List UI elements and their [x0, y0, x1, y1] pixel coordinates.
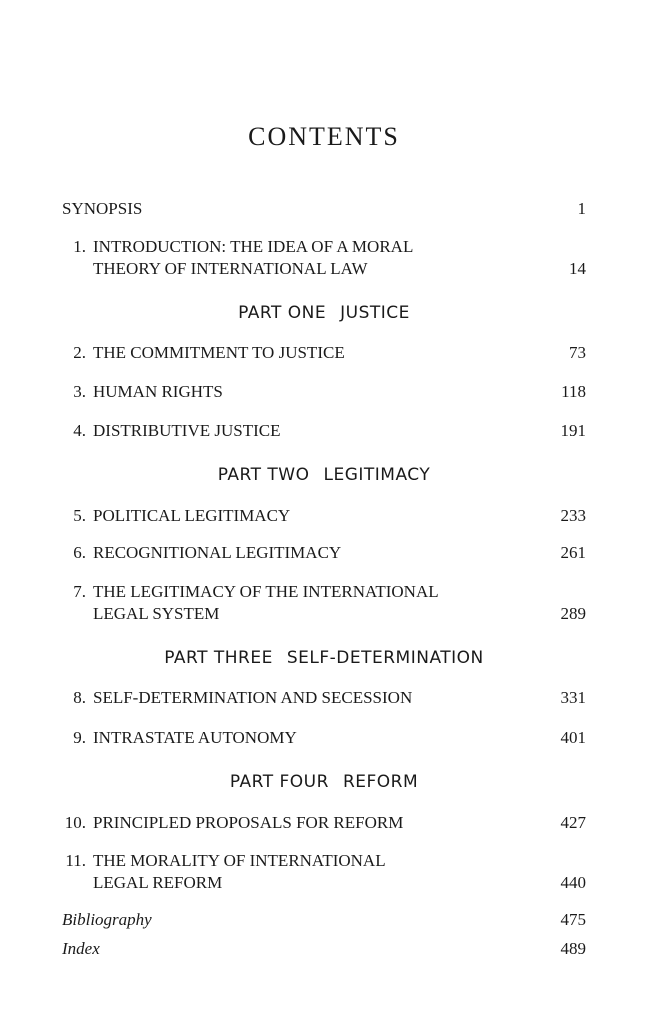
toc-entry-chapter-6[interactable] — [62, 542, 586, 564]
part-label: PART ONE — [238, 303, 327, 323]
entry-label: HUMAN RIGHTS — [93, 382, 223, 401]
entry-label-line1: INTRODUCTION: THE IDEA OF A MORAL — [93, 237, 414, 256]
chapter-number: 3. — [73, 382, 86, 401]
entry-label: PRINCIPLED PROPOSALS FOR REFORM — [93, 813, 404, 832]
toc-entry-chapter-7[interactable] — [62, 581, 586, 625]
chapter-number: 11. — [65, 851, 86, 870]
chapter-number: 8. — [73, 688, 86, 707]
entry-label-line2: LEGAL SYSTEM — [93, 604, 220, 623]
toc-entry-synopsis[interactable] — [62, 198, 586, 220]
chapter-number: 5. — [73, 506, 86, 525]
page-number: 1 — [577, 199, 586, 218]
toc-entry-chapter-5[interactable] — [62, 505, 586, 527]
entry-label: INTRASTATE AUTONOMY — [93, 728, 297, 747]
toc-entry-chapter-8[interactable] — [62, 687, 586, 709]
entry-label: DISTRIBUTIVE JUSTICE — [93, 421, 281, 440]
page-number: 331 — [560, 688, 586, 707]
part-name: LEGITIMACY — [323, 465, 431, 485]
page-number: 289 — [560, 604, 586, 623]
page-number: 118 — [561, 382, 586, 401]
entry-label: THE COMMITMENT TO JUSTICE — [93, 343, 345, 362]
chapter-number: 1. — [73, 237, 86, 256]
page-number: 440 — [560, 873, 586, 892]
toc-entry-chapter-10[interactable] — [62, 812, 586, 834]
part-name: JUSTICE — [340, 303, 410, 323]
entry-label: POLITICAL LEGITIMACY — [93, 506, 291, 525]
toc-entry-chapter-4[interactable] — [62, 420, 586, 442]
page-title: CONTENTS — [248, 122, 400, 151]
chapter-number: 7. — [73, 582, 86, 601]
entry-label: SELF-DETERMINATION AND SECESSION — [93, 688, 413, 707]
page-number: 73 — [569, 343, 586, 362]
toc-entry-chapter-9[interactable] — [62, 727, 586, 749]
page-number: 489 — [560, 939, 586, 958]
entry-label: Bibliography — [62, 910, 152, 929]
chapter-number: 6. — [73, 543, 86, 562]
page-number: 475 — [560, 910, 586, 929]
part-heading-three — [0, 647, 648, 669]
entry-label-line2: THEORY OF INTERNATIONAL LAW — [93, 259, 368, 278]
part-label: PART FOUR — [229, 772, 329, 792]
chapter-number: 10. — [64, 813, 86, 832]
entry-label: SYNOPSIS — [62, 199, 143, 218]
page-number: 401 — [560, 728, 586, 747]
entry-label-line1: THE LEGITIMACY OF THE INTERNATIONAL — [93, 582, 439, 601]
entry-label: Index — [62, 939, 100, 958]
toc-entry-chapter-1[interactable] — [62, 236, 586, 280]
part-heading-one — [0, 302, 648, 324]
chapter-number: 4. — [73, 421, 86, 440]
page-number: 261 — [560, 543, 586, 562]
part-label: PART TWO — [217, 465, 310, 485]
entry-label: RECOGNITIONAL LEGITIMACY — [93, 543, 342, 562]
toc-entry-chapter-11[interactable] — [62, 850, 586, 894]
page-number: 233 — [560, 506, 586, 525]
toc-entry-bibliography[interactable] — [62, 909, 586, 931]
part-name: REFORM — [342, 772, 419, 792]
part-heading-four — [0, 771, 648, 793]
toc-entry-chapter-3[interactable] — [62, 381, 586, 403]
page-number: 191 — [560, 421, 586, 440]
toc-entry-chapter-2[interactable] — [62, 342, 586, 364]
entry-label-line1: THE MORALITY OF INTERNATIONAL — [93, 851, 386, 870]
page-number: 14 — [569, 259, 586, 278]
chapter-number: 9. — [73, 728, 86, 747]
part-label: PART THREE — [164, 648, 273, 668]
toc-entry-index[interactable] — [62, 938, 586, 960]
entry-label-line2: LEGAL REFORM — [93, 873, 223, 892]
chapter-number: 2. — [73, 343, 86, 362]
part-heading-two — [0, 464, 648, 486]
part-name: SELF-DETERMINATION — [286, 648, 484, 668]
page-number: 427 — [560, 813, 586, 832]
